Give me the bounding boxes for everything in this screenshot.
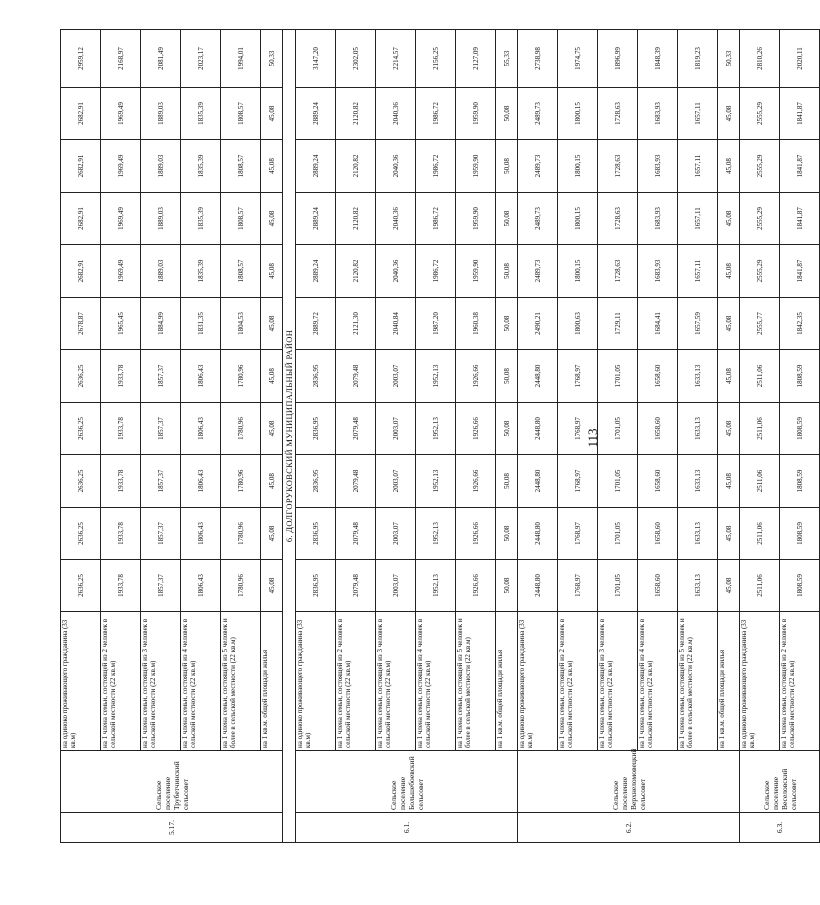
value-cell: 1808,59: [780, 560, 820, 612]
value-cell: 1780,96: [221, 508, 261, 560]
value-cell: 1780,96: [221, 560, 261, 612]
table-row: [141, 30, 181, 843]
value-cell: 1729,11: [598, 298, 638, 350]
value-cell: 1808,57: [221, 140, 261, 193]
table-row: [456, 30, 496, 843]
value-cell: 2511,06: [740, 508, 780, 560]
value-cell: 1728,63: [598, 245, 638, 298]
value-cell: 1842,35: [780, 298, 820, 350]
value-cell: 2636,25: [61, 350, 101, 403]
value-cell: 1633,13: [678, 350, 718, 403]
value-cell: 1889,03: [141, 245, 181, 298]
value-cell: 2511,06: [740, 350, 780, 403]
value-cell: 2889,24: [296, 140, 336, 193]
value-cell: 3147,20: [296, 30, 336, 88]
value-cell: 1728,63: [598, 140, 638, 193]
row-description: на 1 члена семьи, состоящей из 2 человек в сельской местности (22 кв.м): [558, 612, 598, 751]
value-cell: 2636,25: [61, 403, 101, 455]
value-cell: 1952,13: [416, 350, 456, 403]
value-cell: 1808,59: [780, 508, 820, 560]
value-cell: 1841,87: [780, 245, 820, 298]
value-cell: 2636,25: [61, 455, 101, 508]
value-cell: 1857,37: [141, 403, 181, 455]
value-cell: 2120,82: [336, 245, 376, 298]
value-cell: 1806,43: [181, 403, 221, 455]
row-description: на 1 члена семьи, состоящей из 2 человек в сельской местности (22 кв.м): [101, 612, 141, 751]
value-cell: 1848,39: [638, 30, 678, 88]
value-cell: 2810,26: [740, 30, 780, 88]
value-cell: 1806,43: [181, 560, 221, 612]
value-cell: 1952,13: [416, 508, 456, 560]
value-cell: 1780,96: [221, 350, 261, 403]
value-cell: 2003,07: [376, 508, 416, 560]
table-row: [261, 30, 283, 843]
value-cell: 45,08: [261, 560, 283, 612]
value-cell: 1841,87: [780, 193, 820, 245]
value-cell: 45,08: [261, 455, 283, 508]
value-cell: 1969,49: [101, 88, 141, 140]
value-cell: 2836,95: [296, 403, 336, 455]
page-number: 113: [585, 428, 600, 448]
value-cell: 1933,78: [101, 403, 141, 455]
value-cell: 1701,05: [598, 455, 638, 508]
value-cell: 1808,59: [780, 403, 820, 455]
value-cell: 1969,49: [101, 193, 141, 245]
value-cell: 2511,06: [740, 560, 780, 612]
value-cell: 1889,03: [141, 193, 181, 245]
value-cell: 2003,07: [376, 560, 416, 612]
value-cell: 45,08: [261, 350, 283, 403]
value-cell: 2127,09: [456, 30, 496, 88]
value-cell: 2040,36: [376, 88, 416, 140]
value-cell: 2214,57: [376, 30, 416, 88]
row-description: на 1 члена семьи, состоящей из 4 человек в сельской местности (22 кв.м): [638, 612, 678, 751]
value-cell: 45,08: [718, 560, 740, 612]
value-cell: 1831,35: [181, 298, 221, 350]
value-cell: 2156,25: [416, 30, 456, 88]
value-cell: 1933,78: [101, 455, 141, 508]
value-cell: 1986,72: [416, 193, 456, 245]
block-number: 6.1.: [296, 813, 518, 843]
table-row: [181, 30, 221, 843]
value-cell: 1857,37: [141, 508, 181, 560]
table-row: [416, 30, 456, 843]
value-cell: 1933,78: [101, 560, 141, 612]
value-cell: 2448,80: [518, 403, 558, 455]
value-cell: 50,08: [496, 140, 518, 193]
value-cell: 1780,96: [221, 455, 261, 508]
value-cell: 2889,24: [296, 245, 336, 298]
value-cell: 1986,72: [416, 245, 456, 298]
value-cell: 1889,03: [141, 140, 181, 193]
block-number: 6.3.: [740, 813, 820, 843]
value-cell: 2120,82: [336, 88, 376, 140]
value-cell: 50,08: [496, 560, 518, 612]
value-cell: 1800,15: [558, 245, 598, 298]
value-cell: 45,08: [718, 403, 740, 455]
value-cell: 1952,13: [416, 403, 456, 455]
value-cell: 1969,49: [101, 245, 141, 298]
value-cell: 1952,13: [416, 560, 456, 612]
value-cell: 2511,06: [740, 403, 780, 455]
table-row: [780, 30, 820, 843]
value-cell: 50,08: [496, 193, 518, 245]
value-cell: 1683,93: [638, 88, 678, 140]
value-cell: 1768,97: [558, 560, 598, 612]
value-cell: 1728,63: [598, 193, 638, 245]
value-cell: 1683,93: [638, 193, 678, 245]
value-cell: 1969,49: [101, 140, 141, 193]
value-cell: 2682,91: [61, 140, 101, 193]
value-cell: 1780,96: [221, 403, 261, 455]
value-cell: 45,08: [718, 193, 740, 245]
value-cell: 1959,90: [456, 88, 496, 140]
table-row: [61, 30, 101, 843]
value-cell: 1857,37: [141, 350, 181, 403]
table-row: [296, 30, 336, 843]
value-cell: 45,08: [261, 193, 283, 245]
value-cell: 50,08: [496, 403, 518, 455]
row-description: на 1 члена семьи, состоящей из 3 человек в сельской местности (22 кв.м): [376, 612, 416, 751]
value-cell: 2079,48: [336, 560, 376, 612]
row-description: на 1 кв.м. общей площади жилья: [261, 612, 283, 751]
section-row: [283, 30, 296, 843]
value-cell: 1987,20: [416, 298, 456, 350]
value-cell: 2003,07: [376, 455, 416, 508]
value-cell: 2836,95: [296, 508, 336, 560]
value-cell: 1800,15: [558, 193, 598, 245]
value-cell: 1926,66: [456, 508, 496, 560]
value-cell: 2636,25: [61, 560, 101, 612]
value-cell: 45,08: [261, 403, 283, 455]
table-row: [518, 30, 558, 843]
value-cell: 2489,73: [518, 140, 558, 193]
value-cell: 1768,97: [558, 403, 598, 455]
value-cell: 1960,38: [456, 298, 496, 350]
value-cell: 2040,36: [376, 245, 416, 298]
block-number: 5.17.: [61, 813, 283, 843]
value-cell: 1889,03: [141, 88, 181, 140]
section-title: 6. ДОЛГОРУКОВСКИЙ МУНИЦИПАЛЬНЫЙ РАЙОН: [283, 30, 296, 843]
value-cell: 2555,29: [740, 193, 780, 245]
value-cell: 1857,37: [141, 455, 181, 508]
value-cell: 1835,39: [181, 245, 221, 298]
value-cell: 1974,75: [558, 30, 598, 88]
value-cell: 1965,45: [101, 298, 141, 350]
value-cell: 1896,99: [598, 30, 638, 88]
value-cell: 2023,17: [181, 30, 221, 88]
value-cell: 45,08: [718, 455, 740, 508]
value-cell: 1633,13: [678, 560, 718, 612]
row-description: на 1 члена семьи, состоящей из 5 человек и более в сельской местности (22 кв.м): [221, 612, 261, 751]
value-cell: 1806,43: [181, 508, 221, 560]
value-cell: 1806,43: [181, 350, 221, 403]
value-cell: 1884,99: [141, 298, 181, 350]
row-description: на 1 кв.м. общей площади жилья: [718, 612, 740, 751]
value-cell: 1684,41: [638, 298, 678, 350]
value-cell: 50,08: [496, 88, 518, 140]
value-cell: 2682,91: [61, 245, 101, 298]
value-cell: 2302,05: [336, 30, 376, 88]
value-cell: 1959,90: [456, 140, 496, 193]
value-cell: 45,08: [261, 140, 283, 193]
value-cell: 45,08: [718, 350, 740, 403]
value-cell: 2682,91: [61, 88, 101, 140]
cost-table: [60, 29, 820, 843]
value-cell: 50,08: [496, 298, 518, 350]
table-row: [638, 30, 678, 843]
value-cell: 1633,13: [678, 455, 718, 508]
value-cell: 1808,59: [780, 350, 820, 403]
value-cell: 2003,07: [376, 403, 416, 455]
value-cell: 2889,72: [296, 298, 336, 350]
value-cell: 1633,13: [678, 508, 718, 560]
value-cell: 2040,36: [376, 140, 416, 193]
value-cell: 1657,11: [678, 245, 718, 298]
value-cell: 2040,84: [376, 298, 416, 350]
value-cell: 1728,63: [598, 88, 638, 140]
value-cell: 1926,66: [456, 455, 496, 508]
value-cell: 1658,60: [638, 350, 678, 403]
value-cell: 1835,39: [181, 140, 221, 193]
settlement-name: Сельское поселение Трубетчинский сельсовет: [61, 751, 283, 813]
value-cell: 1658,60: [638, 560, 678, 612]
value-cell: 1994,01: [221, 30, 261, 88]
value-cell: 1986,72: [416, 88, 456, 140]
value-cell: 50,33: [718, 30, 740, 88]
value-cell: 1808,57: [221, 193, 261, 245]
value-cell: 2120,82: [336, 140, 376, 193]
value-cell: 1800,15: [558, 88, 598, 140]
value-cell: 1658,60: [638, 403, 678, 455]
value-cell: 1808,57: [221, 88, 261, 140]
value-cell: 1926,66: [456, 350, 496, 403]
value-cell: 2511,06: [740, 455, 780, 508]
row-description: на 1 члена семьи, состоящей из 3 человек в сельской местности (22 кв.м): [598, 612, 638, 751]
value-cell: 2836,95: [296, 350, 336, 403]
value-cell: 1933,78: [101, 350, 141, 403]
value-cell: 1800,63: [558, 298, 598, 350]
value-cell: 1768,97: [558, 455, 598, 508]
row-description: на одиноко проживающего гражданина (33 кв.м): [518, 612, 558, 751]
block-number: 6.2.: [518, 813, 740, 843]
value-cell: 45,08: [261, 88, 283, 140]
table-row: [740, 30, 780, 843]
value-cell: 2836,95: [296, 560, 336, 612]
value-cell: 1800,15: [558, 140, 598, 193]
value-cell: 2489,73: [518, 245, 558, 298]
settlement-name: Сельское поселение Веселовский сельсовет: [740, 751, 820, 813]
value-cell: 1768,97: [558, 350, 598, 403]
value-cell: 1808,57: [221, 245, 261, 298]
value-cell: 2040,36: [376, 193, 416, 245]
value-cell: 1959,90: [456, 245, 496, 298]
value-cell: 2079,48: [336, 455, 376, 508]
value-cell: 1657,59: [678, 298, 718, 350]
value-cell: 1804,53: [221, 298, 261, 350]
value-cell: 2959,12: [61, 30, 101, 88]
value-cell: 1658,60: [638, 455, 678, 508]
value-cell: 45,08: [718, 88, 740, 140]
value-cell: 2678,87: [61, 298, 101, 350]
row-description: на 1 члена семьи, состоящей из 4 человек в сельской местности (22 кв.м): [181, 612, 221, 751]
value-cell: 50,08: [496, 455, 518, 508]
value-cell: 1926,66: [456, 560, 496, 612]
row-description: на одиноко проживающего гражданина (33 кв.м): [740, 612, 780, 751]
value-cell: 2121,30: [336, 298, 376, 350]
value-cell: 2020,11: [780, 30, 820, 88]
value-cell: 1633,13: [678, 403, 718, 455]
value-cell: 1768,97: [558, 508, 598, 560]
value-cell: 2636,25: [61, 508, 101, 560]
value-cell: 1841,87: [780, 140, 820, 193]
value-cell: 1701,05: [598, 350, 638, 403]
value-cell: 1701,05: [598, 560, 638, 612]
row-description: на 1 кв.м. общей площади жилья: [496, 612, 518, 751]
value-cell: 1841,87: [780, 88, 820, 140]
value-cell: 2003,07: [376, 350, 416, 403]
row-description: на 1 члена семьи, состоящей из 5 человек и более в сельской местности (22 кв.м): [678, 612, 718, 751]
value-cell: 1657,11: [678, 88, 718, 140]
value-cell: 1857,37: [141, 560, 181, 612]
value-cell: 1819,23: [678, 30, 718, 88]
row-description: на одиноко проживающего гражданина (33 кв.м): [61, 612, 101, 751]
value-cell: 1835,39: [181, 88, 221, 140]
row-description: на одиноко проживающего гражданина (33 кв.м): [296, 612, 336, 751]
value-cell: 50,08: [496, 508, 518, 560]
value-cell: 2489,73: [518, 193, 558, 245]
value-cell: 2555,77: [740, 298, 780, 350]
settlement-name: Сельское поселение Верхнеломовецкий сельсовет: [518, 751, 740, 813]
table-row: [598, 30, 638, 843]
value-cell: 50,08: [496, 245, 518, 298]
value-cell: 2079,48: [336, 508, 376, 560]
value-cell: 2168,97: [101, 30, 141, 88]
row-description: на 1 члена семьи, состоящей из 4 человек в сельской местности (22 кв.м): [416, 612, 456, 751]
value-cell: 55,33: [496, 30, 518, 88]
table-row: [496, 30, 518, 843]
table-row: [221, 30, 261, 843]
value-cell: 1806,43: [181, 455, 221, 508]
settlement-name: Сельское поселение Большебоевский сельсовет: [296, 751, 518, 813]
value-cell: 45,08: [261, 508, 283, 560]
row-description: на 1 члена семьи, состоящей из 3 человек в сельской местности (22 кв.м): [141, 612, 181, 751]
table-row: [376, 30, 416, 843]
value-cell: 2448,80: [518, 455, 558, 508]
value-cell: 45,08: [718, 140, 740, 193]
value-cell: 45,08: [718, 508, 740, 560]
row-description: на 1 члена семьи, состоящей из 5 человек и более в сельской местности (22 кв.м): [456, 612, 496, 751]
value-cell: 2490,21: [518, 298, 558, 350]
value-cell: 2555,29: [740, 88, 780, 140]
value-cell: 2889,24: [296, 193, 336, 245]
value-cell: 2448,80: [518, 560, 558, 612]
value-cell: 1683,93: [638, 245, 678, 298]
value-cell: 2682,91: [61, 193, 101, 245]
value-cell: 2738,98: [518, 30, 558, 88]
value-cell: 2836,95: [296, 455, 336, 508]
value-cell: 1835,39: [181, 193, 221, 245]
value-cell: 1808,59: [780, 455, 820, 508]
value-cell: 2081,49: [141, 30, 181, 88]
value-cell: 2489,73: [518, 88, 558, 140]
value-cell: 45,08: [261, 245, 283, 298]
value-cell: 1952,13: [416, 455, 456, 508]
value-cell: 45,08: [261, 298, 283, 350]
value-cell: 2555,29: [740, 140, 780, 193]
value-cell: 1701,05: [598, 403, 638, 455]
table-row: [336, 30, 376, 843]
value-cell: 2120,82: [336, 193, 376, 245]
value-cell: 1926,66: [456, 403, 496, 455]
value-cell: 2079,48: [336, 350, 376, 403]
value-cell: 2555,29: [740, 245, 780, 298]
value-cell: 1986,72: [416, 140, 456, 193]
value-cell: 50,33: [261, 30, 283, 88]
table-row: [718, 30, 740, 843]
value-cell: 45,08: [718, 245, 740, 298]
table-row: [101, 30, 141, 843]
row-description: на 1 члена семьи, состоящей из 2 человек в сельской местности (22 кв.м): [780, 612, 820, 751]
value-cell: 1683,93: [638, 140, 678, 193]
value-cell: 1658,60: [638, 508, 678, 560]
value-cell: 1657,11: [678, 193, 718, 245]
value-cell: 1933,78: [101, 508, 141, 560]
value-cell: 50,08: [496, 350, 518, 403]
value-cell: 2448,80: [518, 350, 558, 403]
table-row: [678, 30, 718, 843]
value-cell: 1959,90: [456, 193, 496, 245]
value-cell: 2079,48: [336, 403, 376, 455]
value-cell: 45,08: [718, 298, 740, 350]
value-cell: 2889,24: [296, 88, 336, 140]
value-cell: 1701,05: [598, 508, 638, 560]
value-cell: 1657,11: [678, 140, 718, 193]
row-description: на 1 члена семьи, состоящей из 2 человек в сельской местности (22 кв.м): [336, 612, 376, 751]
value-cell: 2448,80: [518, 508, 558, 560]
